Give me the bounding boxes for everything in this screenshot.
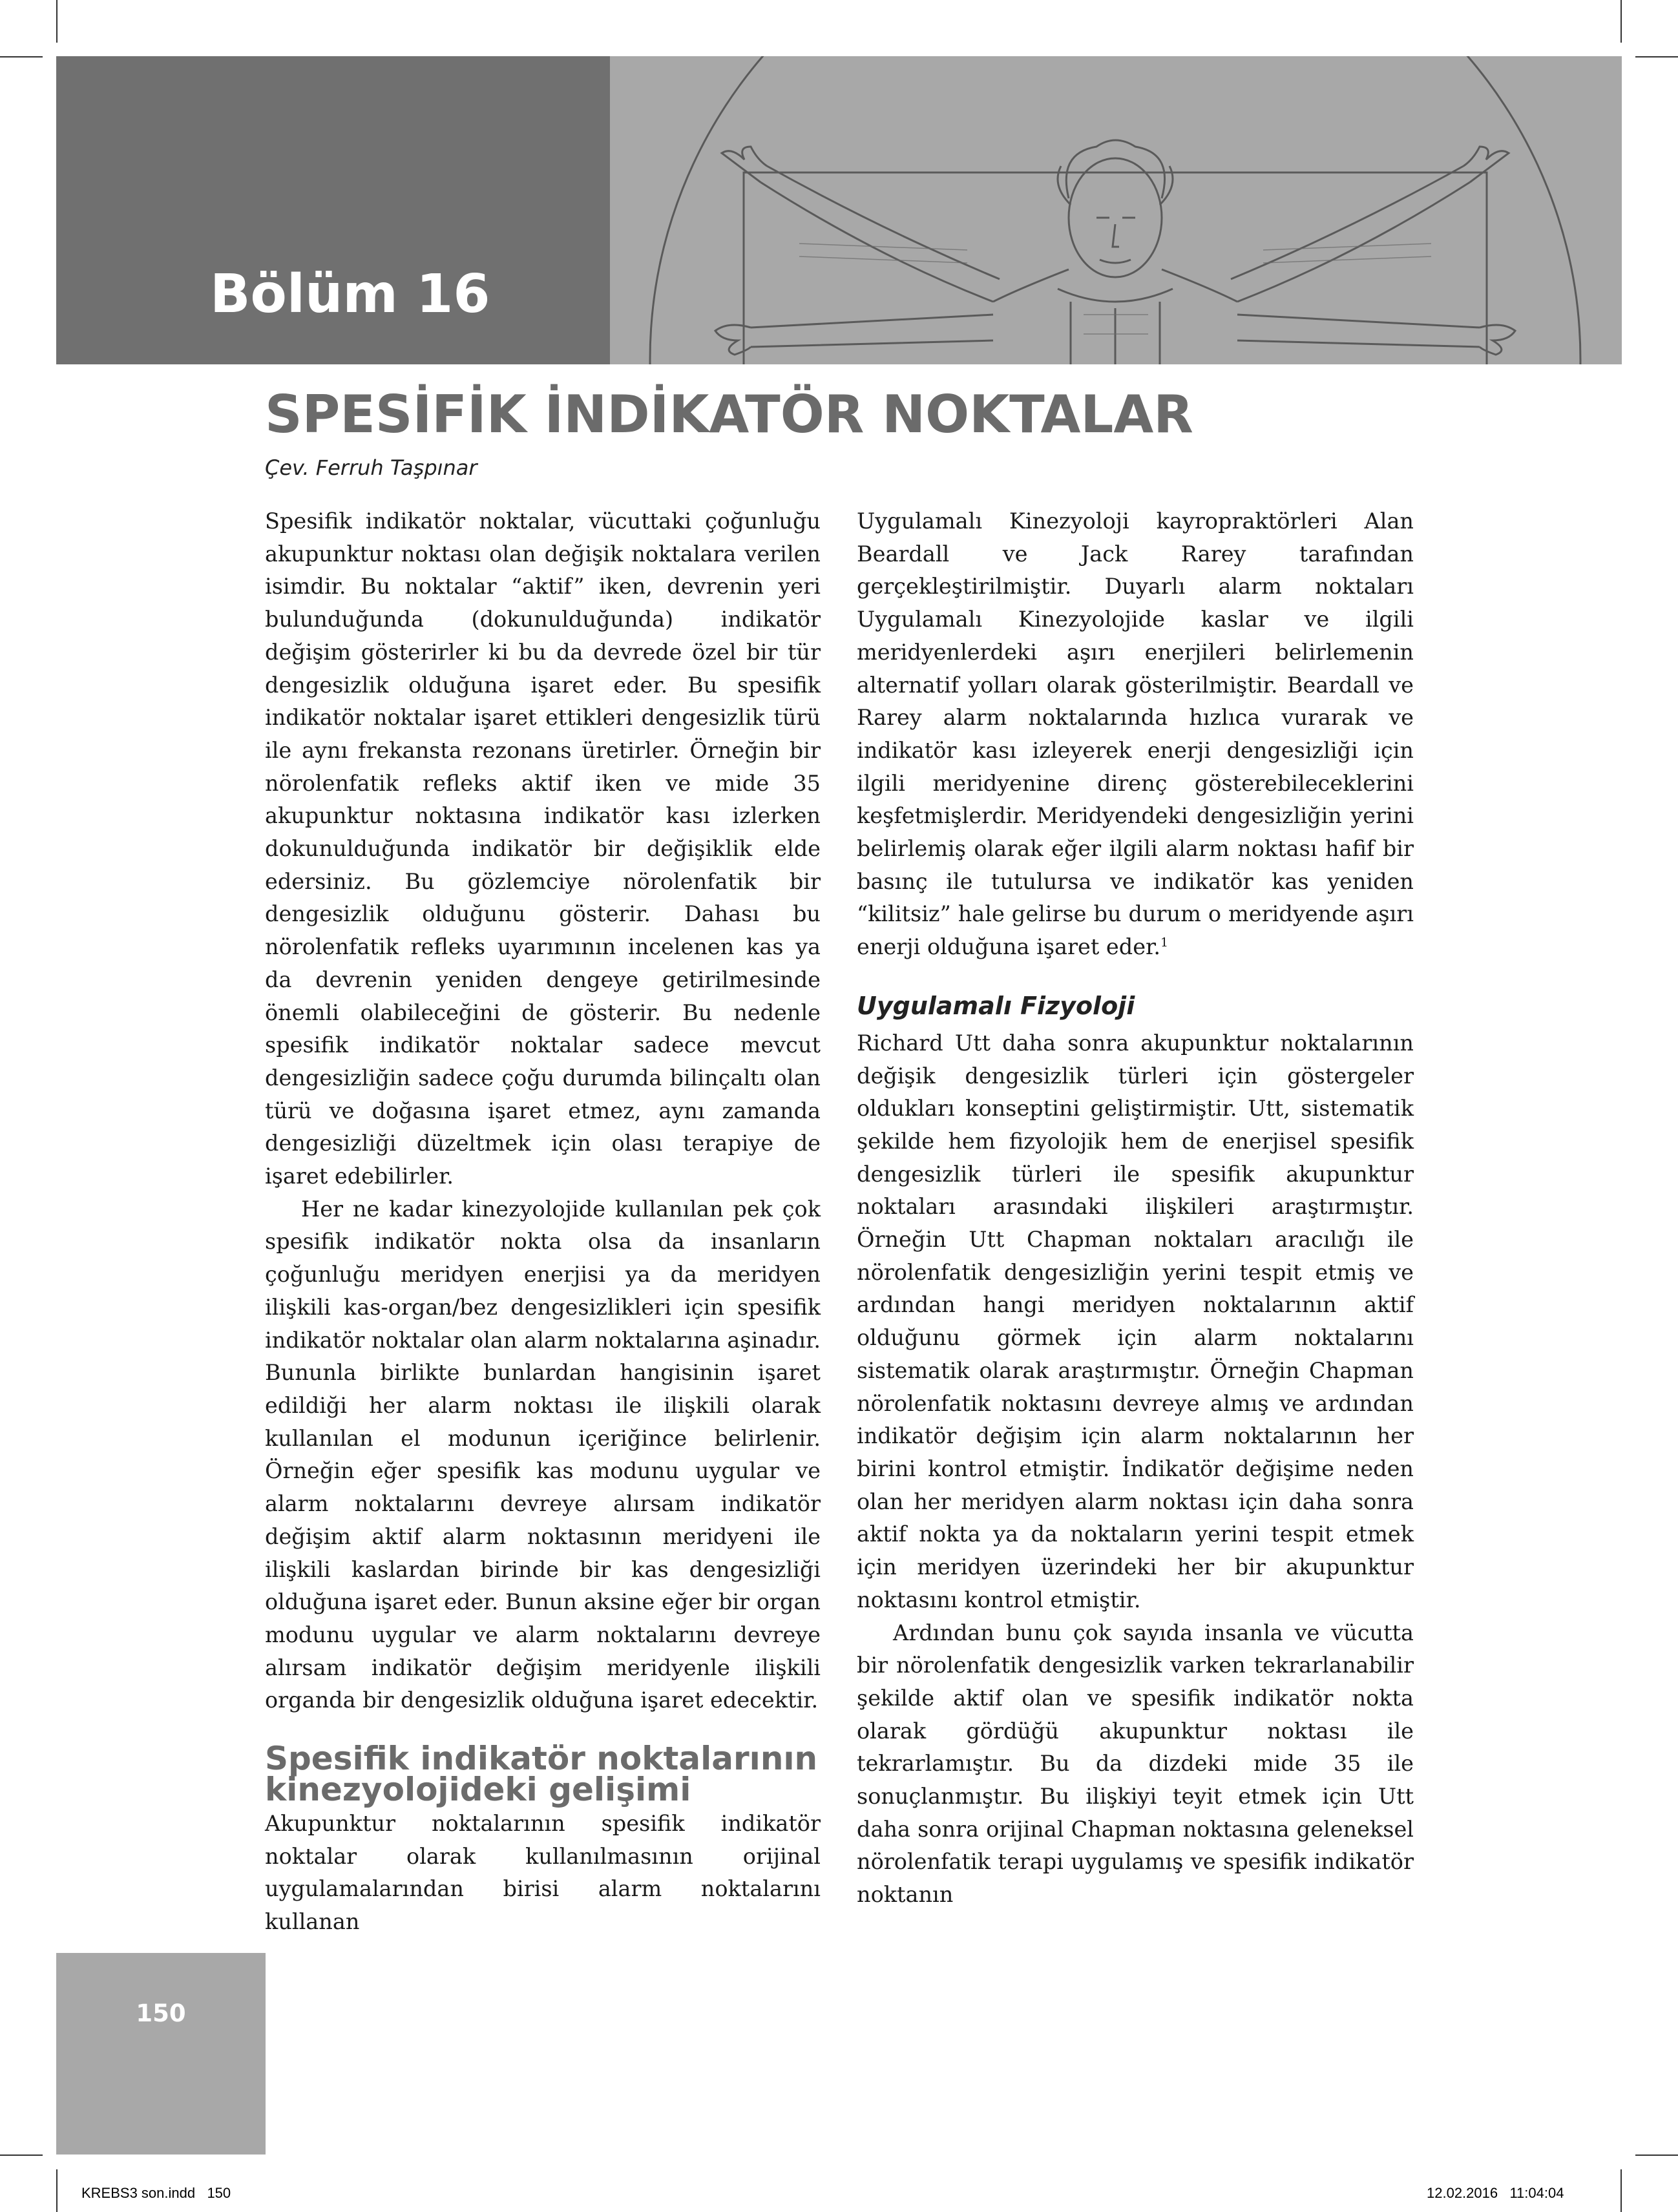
page-number: 150 xyxy=(136,1999,186,2027)
page-number-tab xyxy=(56,1953,266,2155)
body-paragraph xyxy=(857,505,1414,964)
crop-mark xyxy=(56,2169,58,2212)
crop-mark xyxy=(1620,2169,1622,2212)
chapter-title: SPESİFİK İNDİKATÖR NOKTALAR xyxy=(265,384,1193,444)
crop-mark xyxy=(0,2155,43,2156)
body-paragraph-text: Uygulamalı Kinezyoloji kayropraktörleri Alan Beardall ve Jack Rarey tarafından gerçekleştirilmiştir. Duyarlı alarm noktaları Uygulamalı Kinezyolojide kaslar ve ilgili meridyenlerdeki aşırı enerjileri belirlemenin alternatif yolları olarak gösterilmiştir. Beardall ve Rarey alarm noktalarında hızlıca vurarak ve indikatör kası izleyerek enerji dengesizliği için ilgili meridyenine direnç gösterebileceklerini keşfetmişlerdir. Meridyendeki dengesizliğin yerini belirlemiş olarak eğer ilgili alarm noktası hafif bir basınç ile tutulursa ve indikatör kas yeniden “kilitsiz” hale gelirse bu durum o meridyende aşırı enerji olduğuna işaret eder. xyxy=(857,508,1414,960)
crop-mark xyxy=(1620,0,1622,43)
crop-mark xyxy=(1635,56,1678,57)
slug-datetime: 12.02.2016 11:04:04 xyxy=(1427,2185,1564,2201)
left-text-column xyxy=(265,505,821,1939)
translator-credit: Çev. Ferruh Taşpınar xyxy=(265,455,477,480)
body-paragraph: Spesifik indikatör noktalar, vücuttaki çoğunluğu akupunktur noktası olan değişik noktalara verilen isimdir. Bu noktalar “aktif” iken, devrenin yeri bulunduğunda (dokunulduğunda) indikatör değişim gösterirler ki bu da devrede özel bir tür dengesizlik olduğuna işaret eder. Bu spesifik indikatör noktalar işaret ettikleri dengesizlik türü ile aynı frekansta rezonans üretirler. Örneğin bir nörolenfatik refleks aktif iken ve mide 35 akupunktur noktasına indikatör kası izlerken dokunulduğunda indikatör bir değişiklik elde edersiniz. Bu gözlemciye nörolenfatik bir dengesizlik olduğunu gösterir. Dahası bu nörolenfatik refleks uyarımının incelenen kas ya da devrenin yeniden dengeye getirilmesinde önemli olabileceğini de gösterir. Bu nedenle spesifik indikatör noktalar sadece mevcut dengesizliğin sadece çoğu durumda bilinçaltı olan türü ve doğasına işaret etmez, aynı zamanda dengesizliği düzeltmek için olası terapiye de işaret edebilirler. xyxy=(265,508,821,1189)
body-paragraph: Her ne kadar kinezyolojide kullanılan pek çok spesifik indikatör nokta olsa da insanların çoğunluğu meridyen enerjisi ya da meridyen ilişkili kas-organ/bez dengesizlikleri için spesifik indikatör noktalar olan alarm noktalarına aşinadır. Bununla birlikte bunlardan hangisinin işaret edildiği her alarm noktası ile ilişkili olarak kullanılan el modunun içeriğince belirlenir. Örneğin eğer spesifik kas modunu uygular ve alarm noktalarını devreye alırsam indikatör değişim aktif alarm noktasının meridyeni ile ilişkili kaslardan birinde bir kas dengesizliği olduğuna işaret eder. Bunun aksine eğer bir organ modunu uygular ve alarm noktalarını devreye alırsam indikatör değişim meridyenle ilişkili organda bir dengesizlik olduğuna işaret edecektir. xyxy=(265,1196,821,1713)
crop-mark xyxy=(56,0,58,43)
crop-mark xyxy=(1635,2155,1678,2156)
section-heading: Spesifik indikatör noktalarının kinezyolojideki gelişimi xyxy=(265,1740,818,1809)
section-heading: Uygulamalı Fizyoloji xyxy=(857,991,1135,1020)
footnote-reference: 1 xyxy=(1160,935,1169,950)
vitruvian-man-illustration xyxy=(605,56,1622,364)
chapter-label: Bölüm 16 xyxy=(210,264,490,325)
body-paragraph: Akupunktur noktalarının spesifik indikatör noktalar olarak kullanılmasının orijinal uygulamalarından birisi alarm noktalarını kullanan xyxy=(265,1811,821,1935)
right-text-column xyxy=(857,505,1414,1912)
body-paragraph: Richard Utt daha sonra akupunktur noktalarının değişik dengesizlik türleri için göstergeler oldukları konseptini geliştirmiştir. Utt, sistematik şekilde hem fizyolojik hem de enerjisel spesifik dengesizlik türleri ile spesifik akupunktur noktaları arasındaki ilişkileri araştırmıştır. Örneğin Utt Chapman noktaları aracılığı ile nörolenfatik dengesizliğin yerini tespit etmiş ve ardından hangi meridyen noktalarının aktif olduğunu görmek için alarm noktalarını sistematik olarak araştırmıştır. Örneğin Chapman nörolenfatik noktasını devreye almış ve ardından indikatör değişim için alarm noktalarının her birini kontrol etmiştir. İndikatör değişime neden olan her meridyen alarm noktası için daha sonra aktif nokta ya da noktaların yerini tespit etmek için meridyen üzerindeki her bir akupunktur noktasını kontrol etmiştir. xyxy=(857,1030,1414,1612)
slug-file-info: KREBS3 son.indd 150 xyxy=(81,2185,231,2201)
crop-mark xyxy=(0,56,43,57)
body-paragraph: Ardından bunu çok sayıda insanla ve vücutta bir nörolenfatik dengesizlik varken tekrarlanabilir şekilde aktif olan ve spesifik indikatör nokta olarak gördüğü akupunktur noktası ile tekrarlamıştır. Bu da dizdeki mide 35 ile sonuçlanmıştır. Bu ilişkiyi teyit etmek için Utt daha sonra orijinal Chapman noktasına geleneksel nörolenfatik terapi uygulamış ve spesifik indikatör noktanın xyxy=(857,1620,1414,1908)
